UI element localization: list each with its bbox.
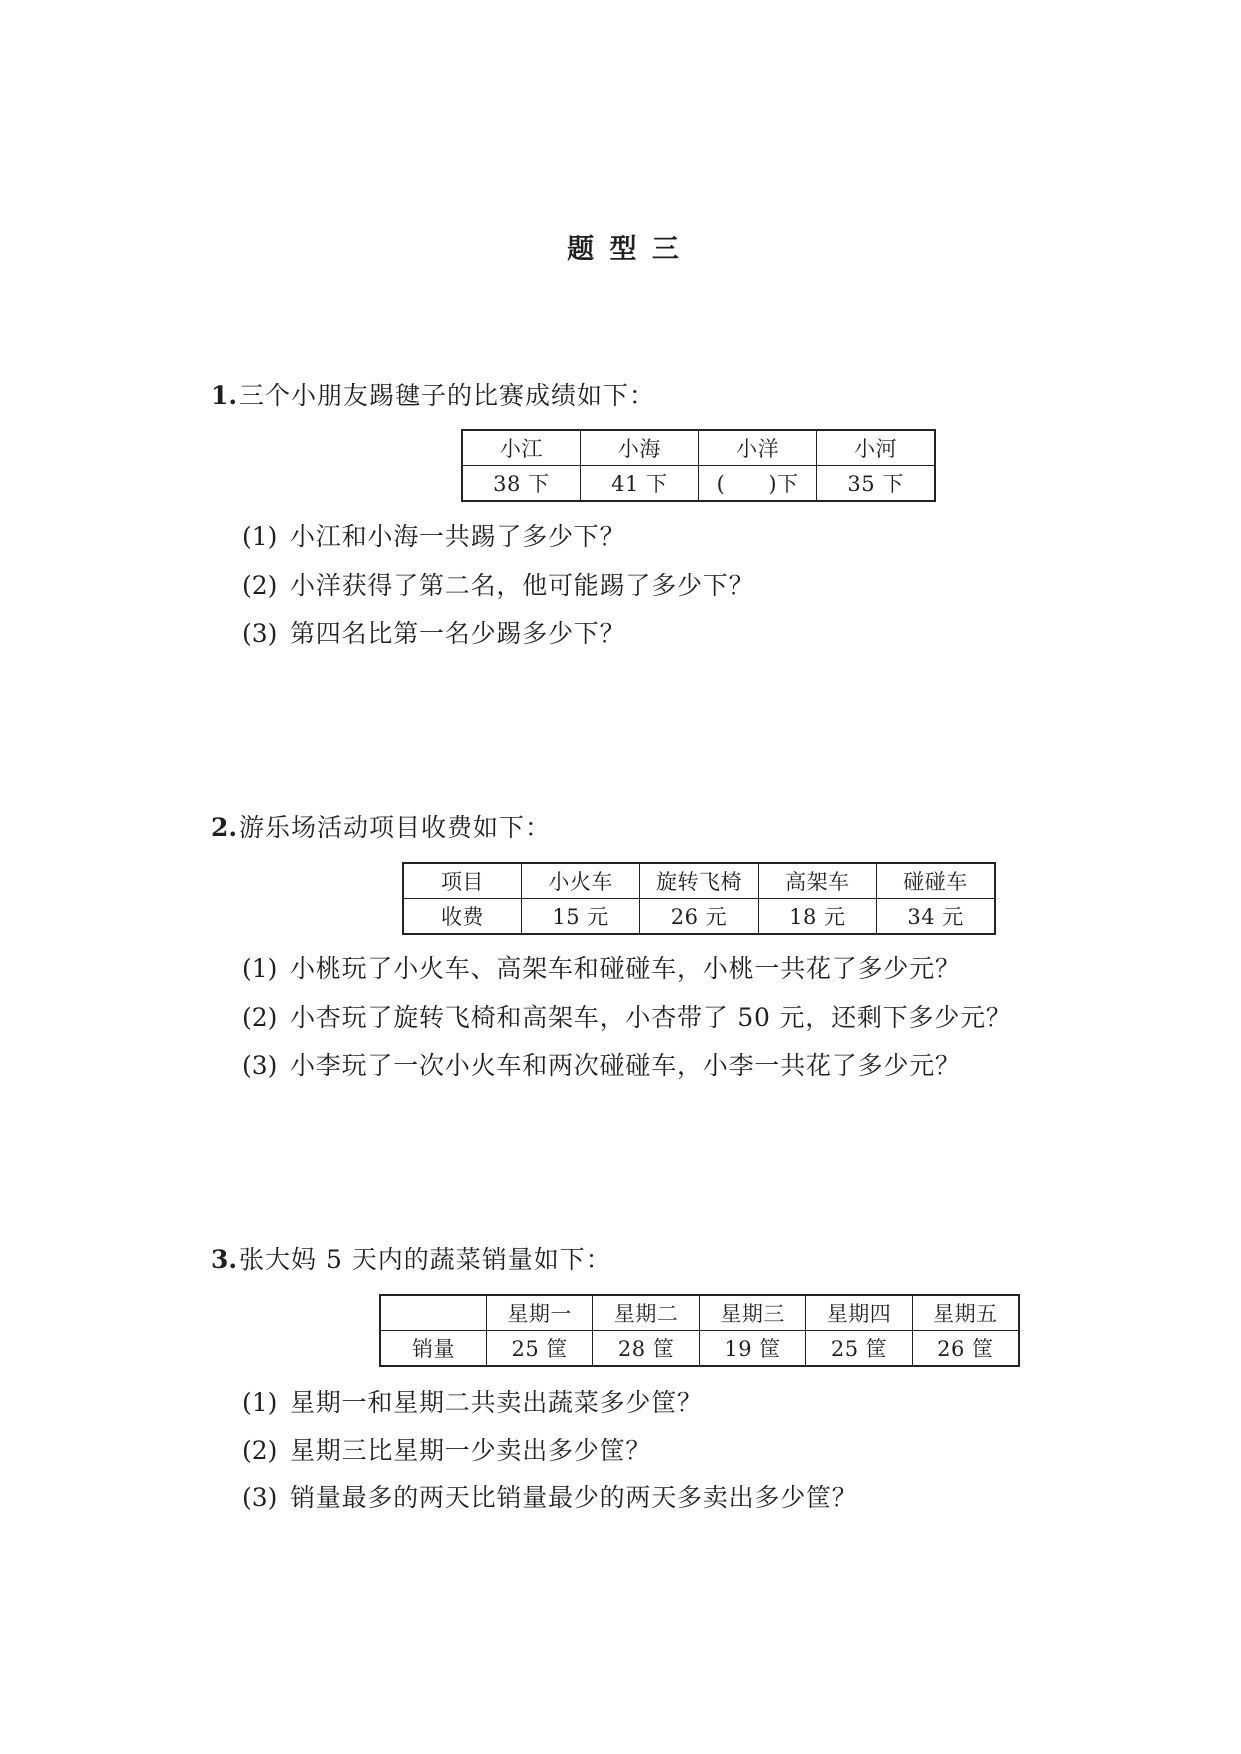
table-header-row — [403, 863, 995, 899]
table-corner-cell — [380, 1295, 486, 1331]
question-2-prompt — [211, 814, 551, 842]
sub-question-label: (2) — [242, 1436, 278, 1465]
sub-question-1-1 — [242, 523, 625, 551]
table-row — [462, 466, 935, 502]
table-cell: 28 筐 — [593, 1331, 699, 1367]
table-cell: 收费 — [403, 899, 521, 935]
table-cell-blank: ( )下 — [699, 466, 817, 502]
table-cell: 小江 — [462, 430, 580, 466]
sub-question-label: (3) — [242, 619, 278, 648]
sub-question-2-2 — [242, 1004, 1012, 1032]
question-text: 游乐场活动项目收费如下： — [239, 813, 552, 842]
sub-question-text: 小江和小海一共踢了多少下？ — [290, 522, 626, 551]
table-cell: 小海 — [580, 430, 698, 466]
sub-question-text: 星期三比星期一少卖出多少筐？ — [290, 1436, 652, 1465]
sub-question-text: 小李玩了一次小火车和两次碰碰车，小李一共花了多少元？ — [290, 1051, 961, 1080]
table-cell: 星期五 — [912, 1295, 1019, 1331]
table-cell: 15 元 — [521, 899, 639, 935]
table-cell: 碰碰车 — [877, 863, 995, 899]
table-cell: 25 筐 — [806, 1331, 912, 1367]
table-header-row — [462, 430, 935, 466]
fee-table — [402, 862, 996, 935]
sub-question-2-1 — [242, 955, 961, 983]
sub-question-3-1 — [242, 1389, 703, 1417]
table-header-row — [380, 1295, 1019, 1331]
sub-question-label: (2) — [242, 1003, 278, 1032]
sales-table — [379, 1294, 1020, 1367]
table-cell: 项目 — [403, 863, 521, 899]
table-cell: 旋转飞椅 — [640, 863, 758, 899]
table-cell: 34 元 — [877, 899, 995, 935]
sub-question-text: 小洋获得了第二名，他可能踢了多少下？ — [290, 571, 755, 600]
table-cell: 38 下 — [462, 466, 580, 502]
table-row — [380, 1331, 1019, 1367]
sub-question-text: 销量最多的两天比销量最少的两天多卖出多少筐？ — [290, 1483, 858, 1512]
table-cell: 18 元 — [758, 899, 876, 935]
table-cell: 星期三 — [699, 1295, 805, 1331]
question-1-prompt — [211, 382, 655, 410]
sub-question-3-2 — [242, 1437, 651, 1465]
sub-question-text: 星期一和星期二共卖出蔬菜多少筐？ — [290, 1388, 703, 1417]
sub-question-text: 第四名比第一名少踢多少下？ — [290, 619, 626, 648]
table-cell: 41 下 — [580, 466, 698, 502]
table-cell: 26 筐 — [912, 1331, 1019, 1367]
page-title: 题 型 三 — [567, 234, 682, 265]
question-number: 1. — [211, 381, 238, 410]
sub-question-label: (1) — [242, 954, 278, 983]
sub-question-label: (1) — [242, 1388, 278, 1417]
question-3-prompt — [211, 1246, 612, 1274]
sub-question-3-3 — [242, 1484, 858, 1512]
sub-question-label: (3) — [242, 1483, 278, 1512]
score-table — [461, 429, 936, 502]
sub-question-label: (1) — [242, 522, 278, 551]
table-cell: 25 筐 — [486, 1331, 592, 1367]
question-number: 2. — [211, 813, 238, 842]
sub-question-1-3 — [242, 620, 625, 648]
table-cell: 35 下 — [817, 466, 935, 502]
table-row-label: 销量 — [380, 1331, 486, 1367]
table-cell: 星期二 — [593, 1295, 699, 1331]
sub-question-label: (3) — [242, 1051, 278, 1080]
sub-question-2-3 — [242, 1052, 961, 1080]
sub-question-text: 小杏玩了旋转飞椅和高架车，小杏带了 50 元，还剩下多少元？ — [290, 1003, 1012, 1032]
table-cell: 26 元 — [640, 899, 758, 935]
table-cell: 19 筐 — [699, 1331, 805, 1367]
table-cell: 高架车 — [758, 863, 876, 899]
sub-question-text: 小桃玩了小火车、高架车和碰碰车，小桃一共花了多少元？ — [290, 954, 961, 983]
table-cell: 小河 — [817, 430, 935, 466]
question-text: 三个小朋友踢毽子的比赛成绩如下： — [239, 381, 656, 410]
sub-question-1-2 — [242, 572, 754, 600]
table-cell: 星期一 — [486, 1295, 592, 1331]
table-cell: 小火车 — [521, 863, 639, 899]
question-text: 张大妈 5 天内的蔬菜销量如下： — [239, 1245, 612, 1274]
table-cell: 小洋 — [699, 430, 817, 466]
table-cell: 星期四 — [806, 1295, 912, 1331]
question-number: 3. — [211, 1245, 238, 1274]
table-row — [403, 899, 995, 935]
sub-question-label: (2) — [242, 571, 278, 600]
